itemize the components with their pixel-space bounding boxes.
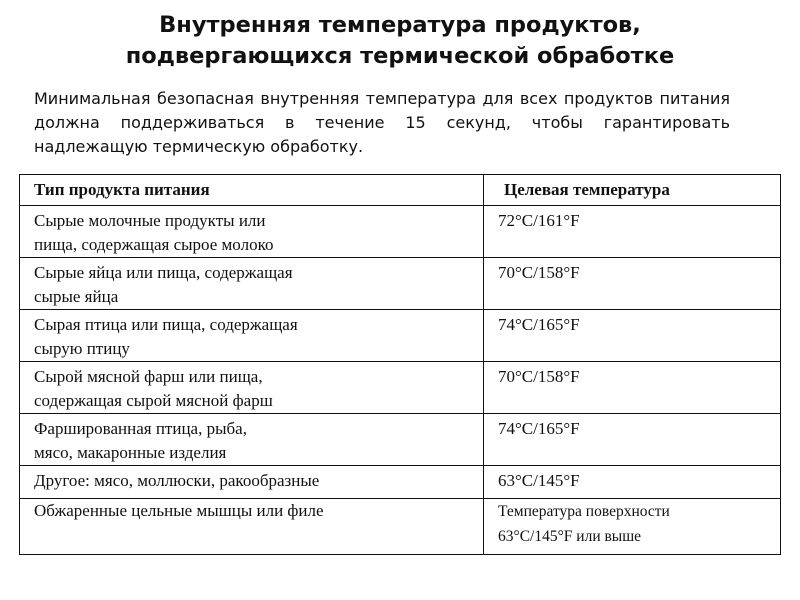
product-line: Сырые яйца или пища, содержащая (34, 263, 293, 282)
table-row (20, 466, 781, 499)
product-cell (20, 414, 484, 466)
product-line: мясо, макаронные изделия (34, 443, 227, 462)
product-cell (20, 206, 484, 258)
temperature-cell: 72°C/161°F (484, 206, 781, 258)
product-line: Другое: мясо, моллюски, ракообразные (34, 471, 320, 490)
temperature-cell: 74°C/165°F (484, 310, 781, 362)
page-title (0, 10, 800, 72)
temperature-cell (484, 499, 781, 555)
product-line: Сырой мясной фарш или пища, (34, 367, 263, 386)
header-target-temperature: Целевая температура (484, 175, 781, 206)
temperature-cell: 70°C/158°F (484, 258, 781, 310)
intro-paragraph: Минимальная безопасная внутренняя температура для всех продуктов питания должна поддерживаться в течение 15 секунд, чтобы гарантировать надлежащую термическую обработку. (34, 89, 730, 156)
table-row (20, 310, 781, 362)
product-cell (20, 310, 484, 362)
product-line: Обжаренные цельные мышцы или филе (34, 501, 324, 520)
table-row (20, 362, 781, 414)
product-cell (20, 362, 484, 414)
title-line-2: подвергающихся термической обработке (125, 43, 675, 69)
header-product-type: Тип продукта питания (20, 175, 484, 206)
temperature-cell: 74°C/165°F (484, 414, 781, 466)
product-line: Сырая птица или пища, содержащая (34, 315, 298, 334)
table-row (20, 258, 781, 310)
product-line: сырые яйца (34, 287, 119, 306)
table-row (20, 499, 781, 555)
temperature-table (19, 174, 781, 555)
temperature-cell: 70°C/158°F (484, 362, 781, 414)
title-line-1: Внутренняя температура продуктов, (159, 12, 641, 38)
product-line: Сырые молочные продукты или (34, 211, 266, 230)
table-row (20, 206, 781, 258)
table-row (20, 414, 781, 466)
temperature-line: Температура поверхности (498, 503, 670, 520)
product-line: содержащая сырой мясной фарш (34, 391, 273, 410)
product-line: сырую птицу (34, 339, 130, 358)
product-cell (20, 466, 484, 499)
product-cell (20, 258, 484, 310)
temperature-line: 63°C/145°F или выше (498, 528, 642, 545)
product-line: пища, содержащая сырое молоко (34, 235, 274, 254)
table-header-row (20, 175, 781, 206)
product-cell (20, 499, 484, 555)
product-line: Фаршированная птица, рыба, (34, 419, 247, 438)
temperature-cell: 63°C/145°F (484, 466, 781, 499)
